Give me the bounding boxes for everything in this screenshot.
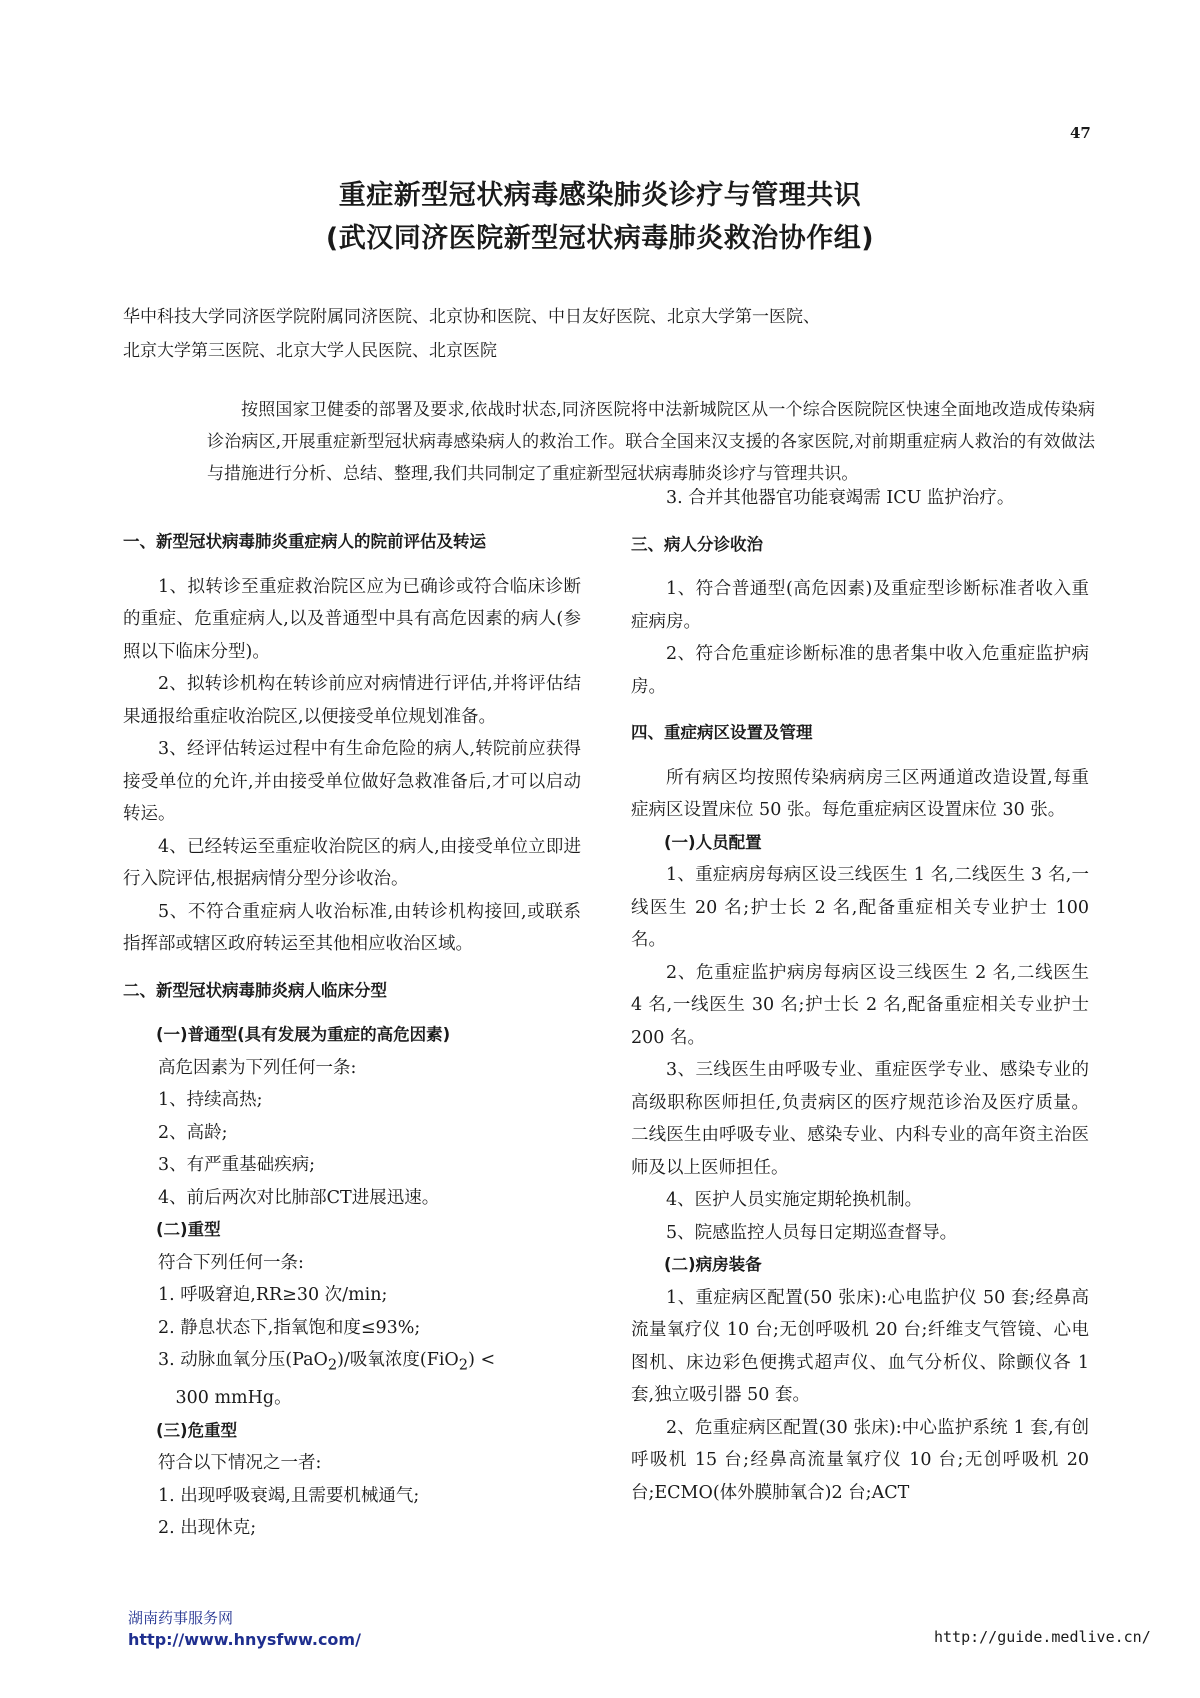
paragraph: 3、经评估转运过程中有生命危险的病人,转院前应获得接受单位的允许,并由接受单位做好急救准备后,才可以启动转运。 [123, 739, 581, 824]
list-item: 3. 动脉血氧分压(PaO$_2$)/吸氧浓度(FiO$_2$) < [158, 1350, 496, 1374]
list-item-continuation: 300 mmHg。 [175, 1388, 292, 1408]
article-title [0, 174, 1200, 260]
paragraph: 2、危重症监护病房每病区设三线医生 2 名,二线医生 4 名,一线医生 30 名;护士长 2 名,配备重症相关专业护士 200 名。 [631, 962, 1089, 1048]
page-number: 47 [1070, 124, 1091, 142]
footer-site-link[interactable]: http://www.hnysfww.com/ [128, 1630, 361, 1649]
paragraph: 1、重症病房每病区设三线医生 1 名,二线医生 3 名,一线医生 20 名;护士长 2 名,配备重症相关专业护士 100 名。 [631, 865, 1089, 950]
section-heading-2: 二、新型冠状病毒肺炎病人临床分型 [123, 980, 387, 1000]
left-column [123, 512, 581, 1545]
authors-line-2: 北京大学第三医院、北京大学人民医院、北京医院 [123, 341, 497, 361]
list-item: 3. 合并其他器官功能衰竭需 ICU 监护治疗。 [666, 488, 1015, 508]
section-heading-4: 四、重症病区设置及管理 [631, 723, 813, 742]
title-line-1: 重症新型冠状病毒感染肺炎诊疗与管理共识 [338, 180, 862, 211]
subsection-heading: (三)危重型 [156, 1420, 238, 1440]
footer-site-name: 湖南药事服务网 [128, 1609, 234, 1627]
authors-line-1: 华中科技大学同济医学院附属同济医院、北京协和医院、中日友好医院、北京大学第一医院、 [123, 307, 820, 327]
paragraph: 5、不符合重症病人收治标准,由转诊机构接回,或联系指挥部或辖区政府转运至其他相应收治区域。 [123, 901, 581, 954]
title-line-2: (武汉同济医院新型冠状病毒肺炎救治协作组) [325, 223, 875, 254]
abstract: 按照国家卫健委的部署及要求,依战时状态,同济医院将中法新城院区从一个综合医院院区快速全面地改造成传染病诊治病区,开展重症新型冠状病毒感染病人的救治工作。联合全国来汉支援的各家医院,对前期重症病人救治的有效做法与措施进行分析、总结、整理,我们共同制定了重症新型冠状病毒肺炎诊疗与管理共识。 [207, 400, 1095, 484]
section-heading-1: 一、新型冠状病毒肺炎重症病人的院前评估及转运 [123, 532, 486, 551]
subsection-heading: (一)普通型(具有发展为重症的高危因素) [156, 1025, 451, 1044]
list-item: 2. 出现休克; [158, 1518, 257, 1538]
paragraph: 1、重症病区配置(50 张床):心电监护仪 50 套;经鼻高流量氧疗仪 10 台;无创呼吸机 20 台;纤维支气管镜、心电图机、床边彩色便携式超声仪、血气分析仪、除颤仪各 1 套,独立吸引器 50 套。 [631, 1287, 1089, 1405]
list-item: 3、有严重基础疾病; [158, 1155, 316, 1175]
list-item: 1. 呼吸窘迫,RR≥30 次/min; [158, 1285, 388, 1305]
author-affiliations [123, 300, 1123, 368]
list-item: 2、高龄; [158, 1122, 228, 1143]
paragraph: 5、院感监控人员每日定期巡查督导。 [666, 1222, 958, 1243]
paragraph: 3、三线医生由呼吸专业、重症医学专业、感染专业的高级职称医师担任,负责病区的医疗规范诊治及医疗质量。二线医生由呼吸专业、感染专业、内科专业的高年资主治医师及以上医师担任。 [631, 1060, 1089, 1178]
paragraph: 所有病区均按照传染病病房三区两通道改造设置,每重症病区设置床位 50 张。每危重症病区设置床位 30 张。 [631, 767, 1089, 820]
footer-right-link[interactable]: http://guide.medlive.cn/ [934, 1628, 1151, 1646]
subsection-heading: (一)人员配置 [664, 832, 762, 852]
list-item: 1、持续高热; [158, 1090, 263, 1110]
list-intro: 高危因素为下列任何一条: [158, 1057, 357, 1078]
paragraph: 4、已经转运至重症收治院区的病人,由接受单位立即进行入院评估,根据病情分型分诊收治。 [123, 836, 581, 889]
footer-source [128, 1607, 361, 1651]
list-intro: 符合以下情况之一者: [158, 1453, 322, 1473]
list-item: 1. 出现呼吸衰竭,且需要机械通气; [158, 1485, 420, 1506]
right-column [631, 482, 1089, 1509]
subsection-heading: (二)重型 [156, 1220, 221, 1239]
subsection-heading: (二)病房装备 [664, 1255, 762, 1274]
list-intro: 符合下列任何一条: [158, 1252, 304, 1273]
paragraph: 1、符合普通型(高危因素)及重症型诊断标准者收入重症病房。 [631, 579, 1089, 632]
paragraph: 1、拟转诊至重症救治院区应为已确诊或符合临床诊断的重症、危重症病人,以及普通型中具有高危因素的病人(参照以下临床分型)。 [123, 576, 581, 662]
paragraph: 2、符合危重症诊断标准的患者集中收入危重症监护病房。 [631, 644, 1089, 697]
section-heading-3: 三、病人分诊收治 [631, 534, 763, 554]
list-item: 2. 静息状态下,指氧饱和度≤93%; [158, 1317, 421, 1338]
paragraph: 4、医护人员实施定期轮换机制。 [666, 1190, 923, 1210]
list-item: 4、前后两次对比肺部CT进展迅速。 [158, 1187, 440, 1208]
paragraph: 2、危重症病区配置(30 张床):中心监护系统 1 套,有创呼吸机 15 台;经鼻高流量氧疗仪 10 台;无创呼吸机 20 台;ECMO(体外膜肺氧合)2 台;ACT [631, 1417, 1089, 1503]
paragraph: 2、拟转诊机构在转诊前应对病情进行评估,并将评估结果通报给重症收治院区,以便接受单位规划准备。 [123, 674, 581, 727]
